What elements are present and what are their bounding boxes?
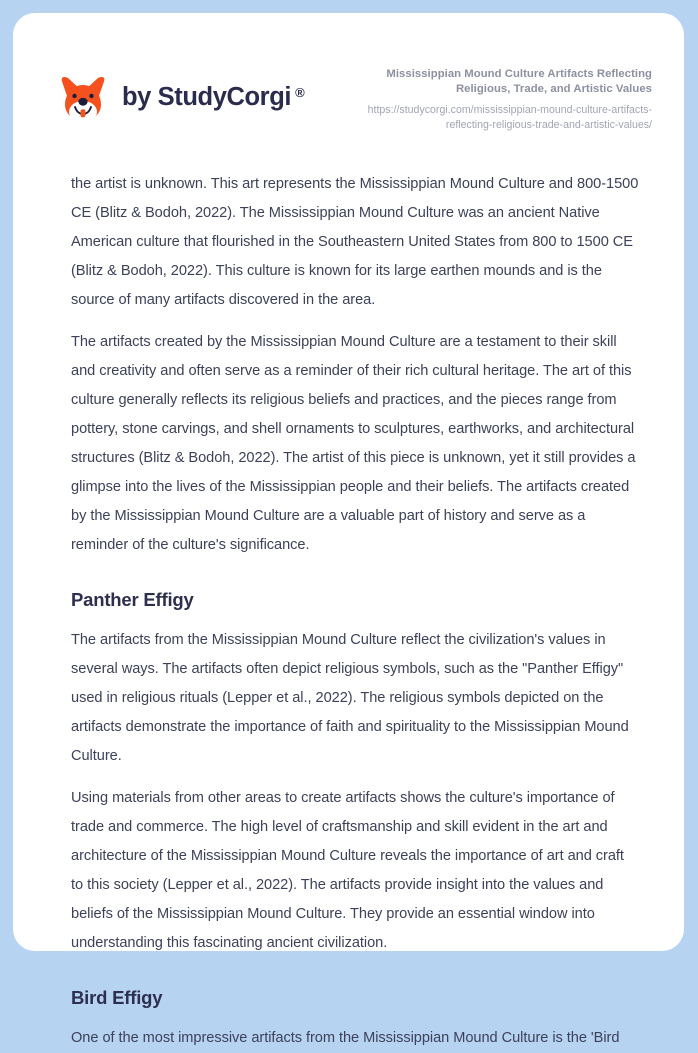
body-paragraph: Using materials from other areas to create artifacts shows the culture's importance of trade and commerce. The high level of craftsmanship and skill evident in the art and architecture of the Mississippian Mound Culture reveals the importance of art and craft to this society (Lepper et al., 2022). The artifacts provide insight into the values and beliefs of the Mississippian Mound Culture. They provide an essential window into understanding this fascinating ancient civilization. [71, 790, 624, 952]
brand-wordmark [122, 85, 304, 111]
section-heading-panther-effigy: Panther Effigy [71, 589, 194, 611]
document-page-card [13, 13, 684, 1047]
body-paragraph: the artist is unknown. This art represents the Mississippian Mound Culture and 800-1500 CE (Blitz & Bodoh, 2022). The Mississippian Mound Culture was an ancient Native American culture that flourished in the Southeastern United States from 800 to 1500 CE (Blitz & Bodoh, 2022). This culture is known for its large earthen mounds and is the source of many artifacts discovered in the area. [71, 176, 639, 309]
article-title: Mississippian Mound Culture Artifacts Reflecting Religious, Trade, and Artistic Values [386, 68, 652, 96]
body-paragraph: The artifacts from the Mississippian Mound Culture reflect the civilization's values in several ways. The artifacts often depict religious symbols, such as the "Panther Effigy" used in religious rituals (Lepper et al., 2022). The religious symbols depicted on the artifacts demonstrate the importance of faith and spirituality to the Mississippian Mound Culture. [71, 632, 629, 765]
brand-name: by StudyCorgi [122, 83, 292, 112]
brand-logo[interactable] [58, 65, 304, 123]
registered-trademark-icon: ® [295, 85, 305, 101]
article-url[interactable]: https://studycorgi.com/mississippian-mound-culture-artifacts-reflecting-religious-trade-and-artistic-values/ [367, 103, 652, 131]
document-header [13, 13, 684, 132]
section-heading-bird-effigy: Bird Effigy [71, 987, 163, 1009]
header-meta [342, 65, 652, 132]
body-paragraph: One of the most impressive artifacts from the Mississippian Mound Culture is the 'Bird [71, 1030, 620, 1047]
body-paragraph: The artifacts created by the Mississippian Mound Culture are a testament to their skill and creativity and often serve as a reminder of their rich cultural heritage. The art of this culture generally reflects its religious beliefs and practices, and the pieces range from pottery, stone carvings, and shell ornaments to sculptures, earthworks, and architectural structures (Blitz & Bodoh, 2022). The artist of this piece is unknown, yet it still provides a glimpse into the lives of the Mississippian people and their beliefs. The artifacts created by the Mississippian Mound Culture are a valuable part of history and serve as a reminder of the culture's significance. [71, 334, 636, 554]
document-body [13, 170, 684, 1053]
corgi-face-icon [58, 73, 108, 123]
